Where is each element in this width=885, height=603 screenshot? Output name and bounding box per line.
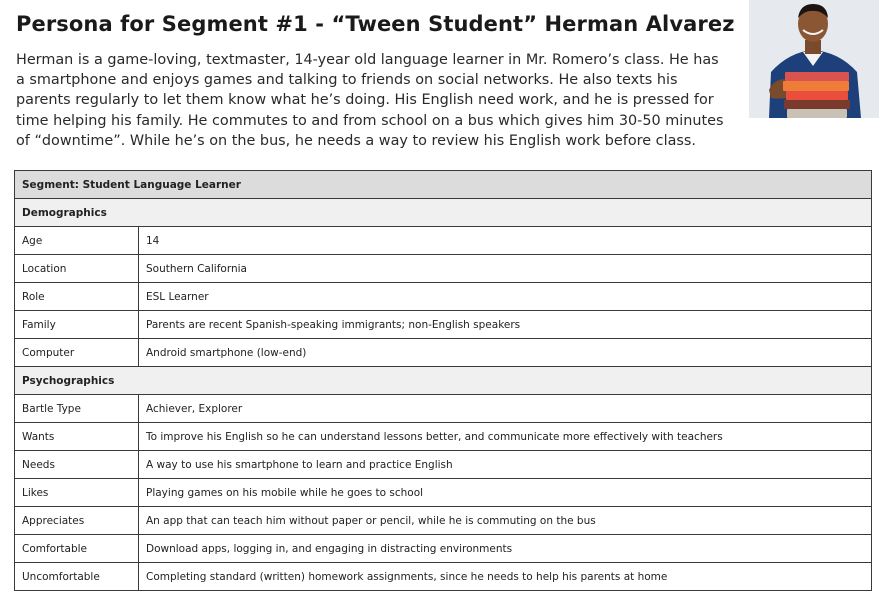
row-label: Bartle Type: [15, 395, 139, 423]
row-label: Computer: [15, 339, 139, 367]
segment-header: Segment: Student Language Learner: [15, 171, 872, 199]
row-label: Uncomfortable: [15, 563, 139, 591]
row-value: Southern California: [139, 255, 872, 283]
persona-table: [14, 170, 872, 591]
row-value: ESL Learner: [139, 283, 872, 311]
row-label: Needs: [15, 451, 139, 479]
table-row: [15, 227, 872, 255]
persona-photo: [749, 0, 879, 118]
persona-intro-paragraph: Herman is a game-loving, textmaster, 14-year old language learner in Mr. Romero’s class. He has a smartphone and enjoys games and talking to friends on social networks. He also texts his parents regularly to let them know what he’s doing. His English need work, and he is pressed for time helping his family. He commutes to and from school on a bus which gives him 30-50 minutes of “downtime”. While he’s on the bus, he needs a way to review his English work before class.: [16, 52, 724, 149]
row-value: Download apps, logging in, and engaging in distracting environments: [139, 535, 872, 563]
table-row: [15, 479, 872, 507]
row-label: Family: [15, 311, 139, 339]
demographics-header: Demographics: [15, 199, 872, 227]
table-row: [15, 395, 872, 423]
page-title: Persona for Segment #1 - “Tween Student” Herman Alvarez: [16, 12, 735, 36]
table-row: [15, 255, 872, 283]
table-row: [15, 339, 872, 367]
row-value: Android smartphone (low-end): [139, 339, 872, 367]
row-label: Appreciates: [15, 507, 139, 535]
table-row: [15, 563, 872, 591]
table-row: [15, 423, 872, 451]
row-value: Achiever, Explorer: [139, 395, 872, 423]
row-value: Completing standard (written) homework assignments, since he needs to help his parents at home: [139, 563, 872, 591]
row-value: Parents are recent Spanish-speaking immigrants; non-English speakers: [139, 311, 872, 339]
table-row: [15, 311, 872, 339]
row-label: Location: [15, 255, 139, 283]
row-value: 14: [139, 227, 872, 255]
table-row: [15, 283, 872, 311]
demographics-header-row: [15, 199, 872, 227]
row-label: Age: [15, 227, 139, 255]
table-row: [15, 451, 872, 479]
row-label: Role: [15, 283, 139, 311]
row-value: An app that can teach him without paper or pencil, while he is commuting on the bus: [139, 507, 872, 535]
table-row: [15, 535, 872, 563]
row-value: To improve his English so he can understand lessons better, and communicate more effectively with teachers: [139, 423, 872, 451]
segment-header-row: [15, 171, 872, 199]
row-label: Wants: [15, 423, 139, 451]
row-value: A way to use his smartphone to learn and practice English: [139, 451, 872, 479]
row-label: Comfortable: [15, 535, 139, 563]
student-with-books-image: [749, 0, 879, 118]
row-label: Likes: [15, 479, 139, 507]
psychographics-header-row: [15, 367, 872, 395]
row-value: Playing games on his mobile while he goes to school: [139, 479, 872, 507]
table-row: [15, 507, 872, 535]
psychographics-header: Psychographics: [15, 367, 872, 395]
